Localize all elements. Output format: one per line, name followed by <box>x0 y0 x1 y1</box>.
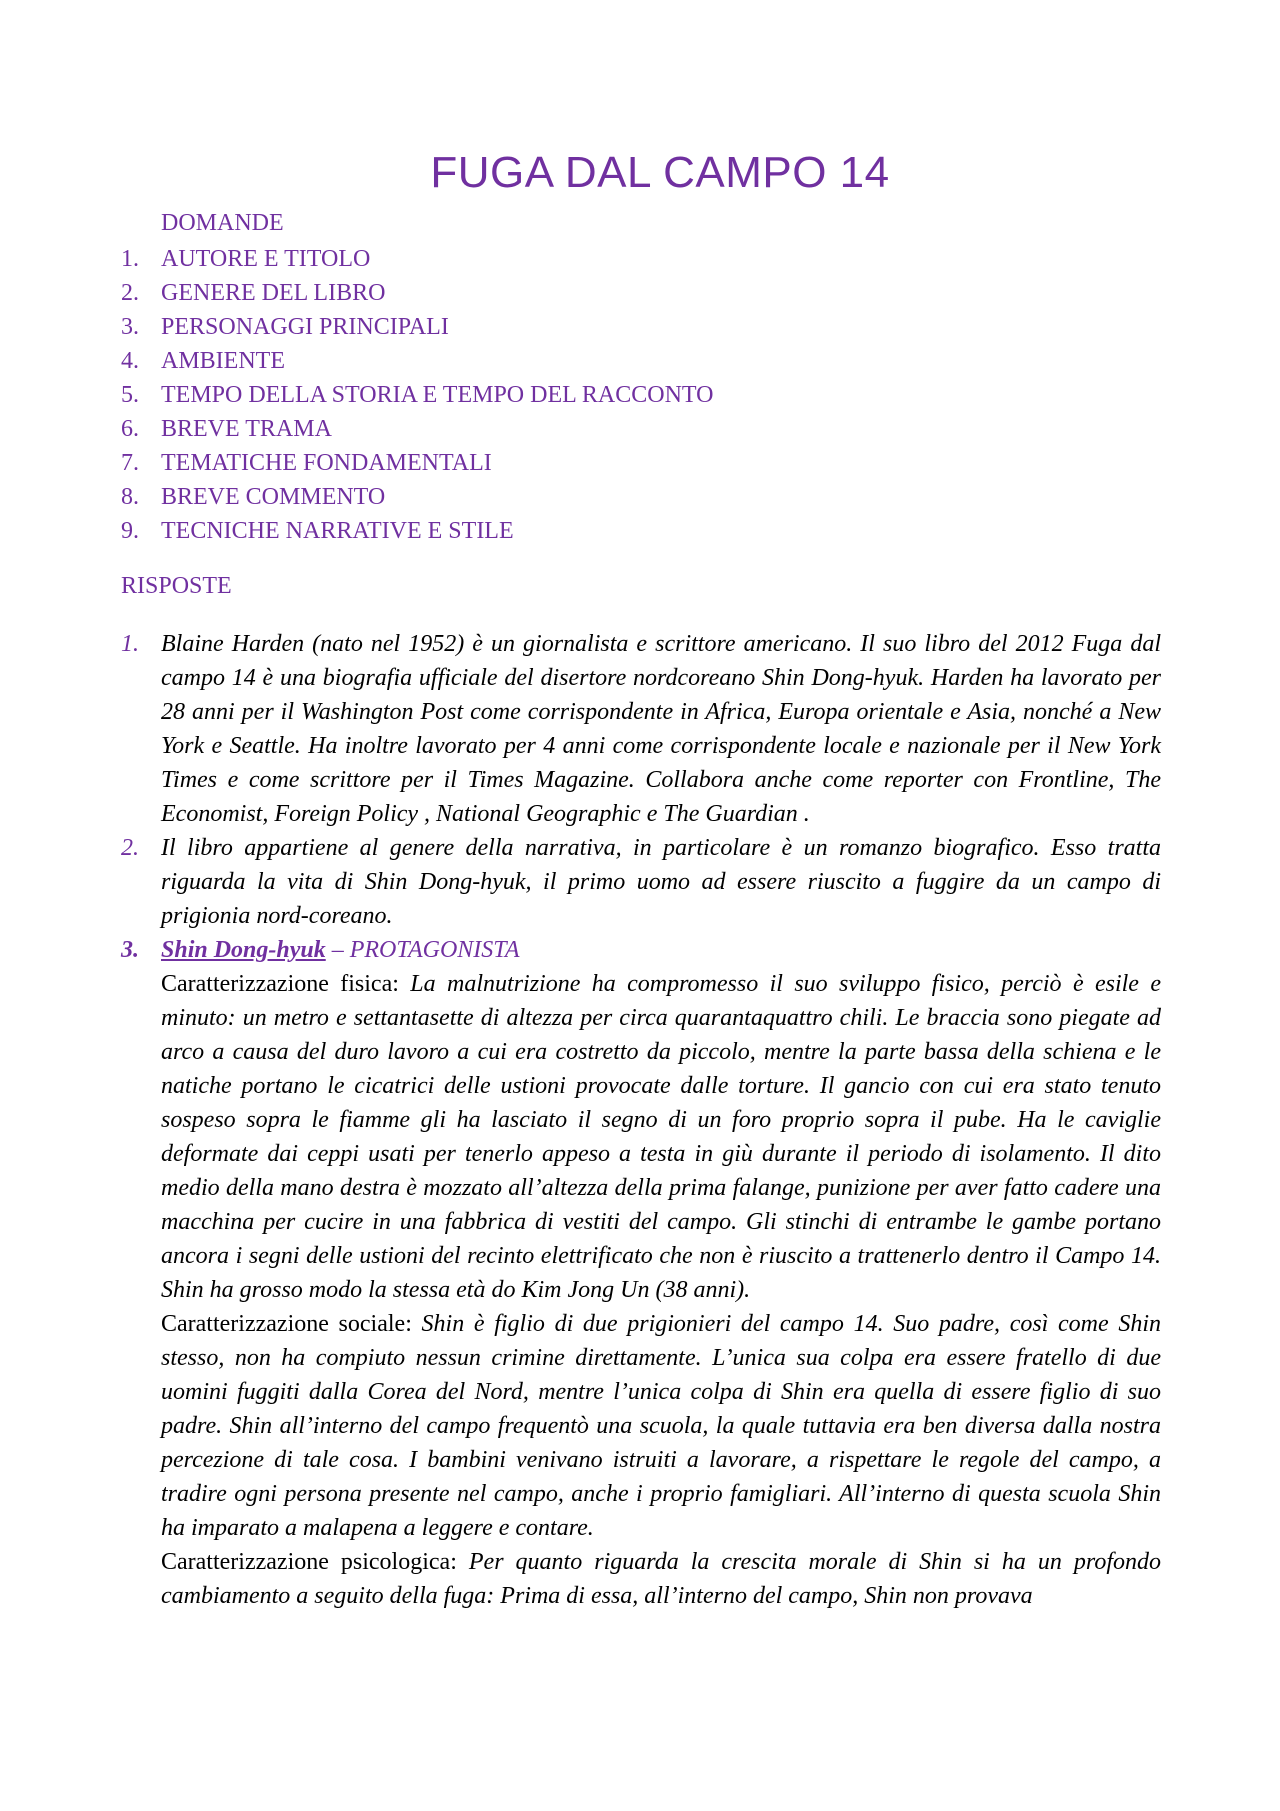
character-heading <box>161 933 1161 967</box>
physical-label: Caratterizzazione fisica: <box>161 971 399 997</box>
answer-number: 1. <box>121 631 139 657</box>
answers-section <box>121 627 1161 1613</box>
psychological-text: Per quanto riguarda la crescita morale di Shin si ha un profondo cambiamento a seguito della fuga: Prima di essa, all’interno del campo, Shin non provava <box>161 1549 1162 1609</box>
list-item: 6. BREVE TRAMA <box>121 416 332 442</box>
questions-heading: DOMANDE <box>161 210 284 236</box>
answer-number: 2. <box>121 835 139 861</box>
answer-text: Il libro appartiene al genere della narrativa, in particolare è un romanzo biografico. Esso tratta riguarda la vita di Shin Dong-hyuk, il primo uomo ad essere riuscito a fuggire da un campo di prigionia nord-coreano. <box>161 835 1161 929</box>
answer-text: Blaine Harden (nato nel 1952) è un giornalista e scrittore americano. Il suo libro del 2012 Fuga dal campo 14 è una biografia ufficiale del disertore nordcoreano Shin Dong-hyuk. Harden ha lavorato per 28 anni per il Washington Post come corrispondente in Africa, Europa orientale e Asia, nonché a New York e Seattle. Ha inoltre lavorato per 4 anni come corrispondente locale e nazionale per il New York Times e come scrittore per il Times Magazine. Collabora anche come reporter con Frontline, The Economist, Foreign Policy , National Geographic e The Guardian . <box>161 631 1161 827</box>
psychological-label: Caratterizzazione psicologica: <box>161 1549 457 1575</box>
document-title: FUGA DAL CAMPO 14 <box>430 148 890 197</box>
list-item: 3. PERSONAGGI PRINCIPALI <box>121 314 449 340</box>
social-description <box>161 1307 1161 1545</box>
questions-list <box>121 242 713 548</box>
social-text: Shin è figlio di due prigionieri del campo 14. Suo padre, così come Shin stesso, non ha compiuto nessun crimine direttamente. L’unica sua colpa era essere fratello di due uomini fuggiti dalla Corea del Nord, mentre l’unica colpa di Shin era quella di essere figlio di suo padre. Shin all’interno del campo frequentò una scuola, la quale tuttavia era ben diversa dalla nostra percezione di tale cosa. I bambini venivano istruiti a lavorare, a rispettare le regole del campo, a tradire ogni persona presente nel campo, anche i proprio famigliari. All’interno di questa scuola Shin ha imparato a malapena a leggere e contare. <box>161 1311 1162 1541</box>
answer-1 <box>121 627 1161 831</box>
list-item: 4. AMBIENTE <box>121 348 285 374</box>
answers-heading: RISPOSTE <box>121 573 232 599</box>
list-item: 5. TEMPO DELLA STORIA E TEMPO DEL RACCONTO <box>121 382 714 408</box>
physical-description <box>161 967 1161 1307</box>
character-role: – PROTAGONISTA <box>325 937 520 963</box>
answer-3 <box>121 933 1161 1613</box>
physical-text: La malnutrizione ha compromesso il suo sviluppo fisico, perciò è esile e minuto: un metro e settantasette di altezza per circa quarantaquattro chili. Le braccia sono piegate ad arco a causa del duro lavoro a cui era costretto da piccolo, mentre la parte bassa della schiena e le natiche portano le cicatrici delle ustioni provocate dalle torture. Il gancio con cui era stato tenuto sospeso sopra le fiamme gli ha lasciato il segno di un foro proprio sopra il pube. Ha le caviglie deformate dai ceppi usati per tenerlo appeso a testa in giù durante il periodo di isolamento. Il dito medio della mano destra è mozzato all’altezza della prima falange, punizione per aver fatto cadere una macchina per cucire in una fabbrica di vestiti del campo. Gli stinchi di entrambe le gambe portano ancora i segni delle ustioni del recinto elettrificato che non è riuscito a trattenerlo dentro il Campo 14. Shin ha grosso modo la stessa età do Kim Jong Un (38 anni). <box>161 971 1161 1303</box>
list-item: 9. TECNICHE NARRATIVE E STILE <box>121 518 514 544</box>
psychological-description <box>161 1545 1161 1613</box>
list-item: 2. GENERE DEL LIBRO <box>121 280 386 306</box>
answer-2 <box>121 831 1161 933</box>
character-name: Shin Dong-hyuk <box>161 937 326 963</box>
answer-number: 3. <box>121 937 139 963</box>
social-label: Caratterizzazione sociale: <box>161 1311 412 1337</box>
list-item: 7. TEMATICHE FONDAMENTALI <box>121 450 492 476</box>
list-item: 8. BREVE COMMENTO <box>121 484 386 510</box>
list-item: 1. AUTORE E TITOLO <box>121 246 371 272</box>
